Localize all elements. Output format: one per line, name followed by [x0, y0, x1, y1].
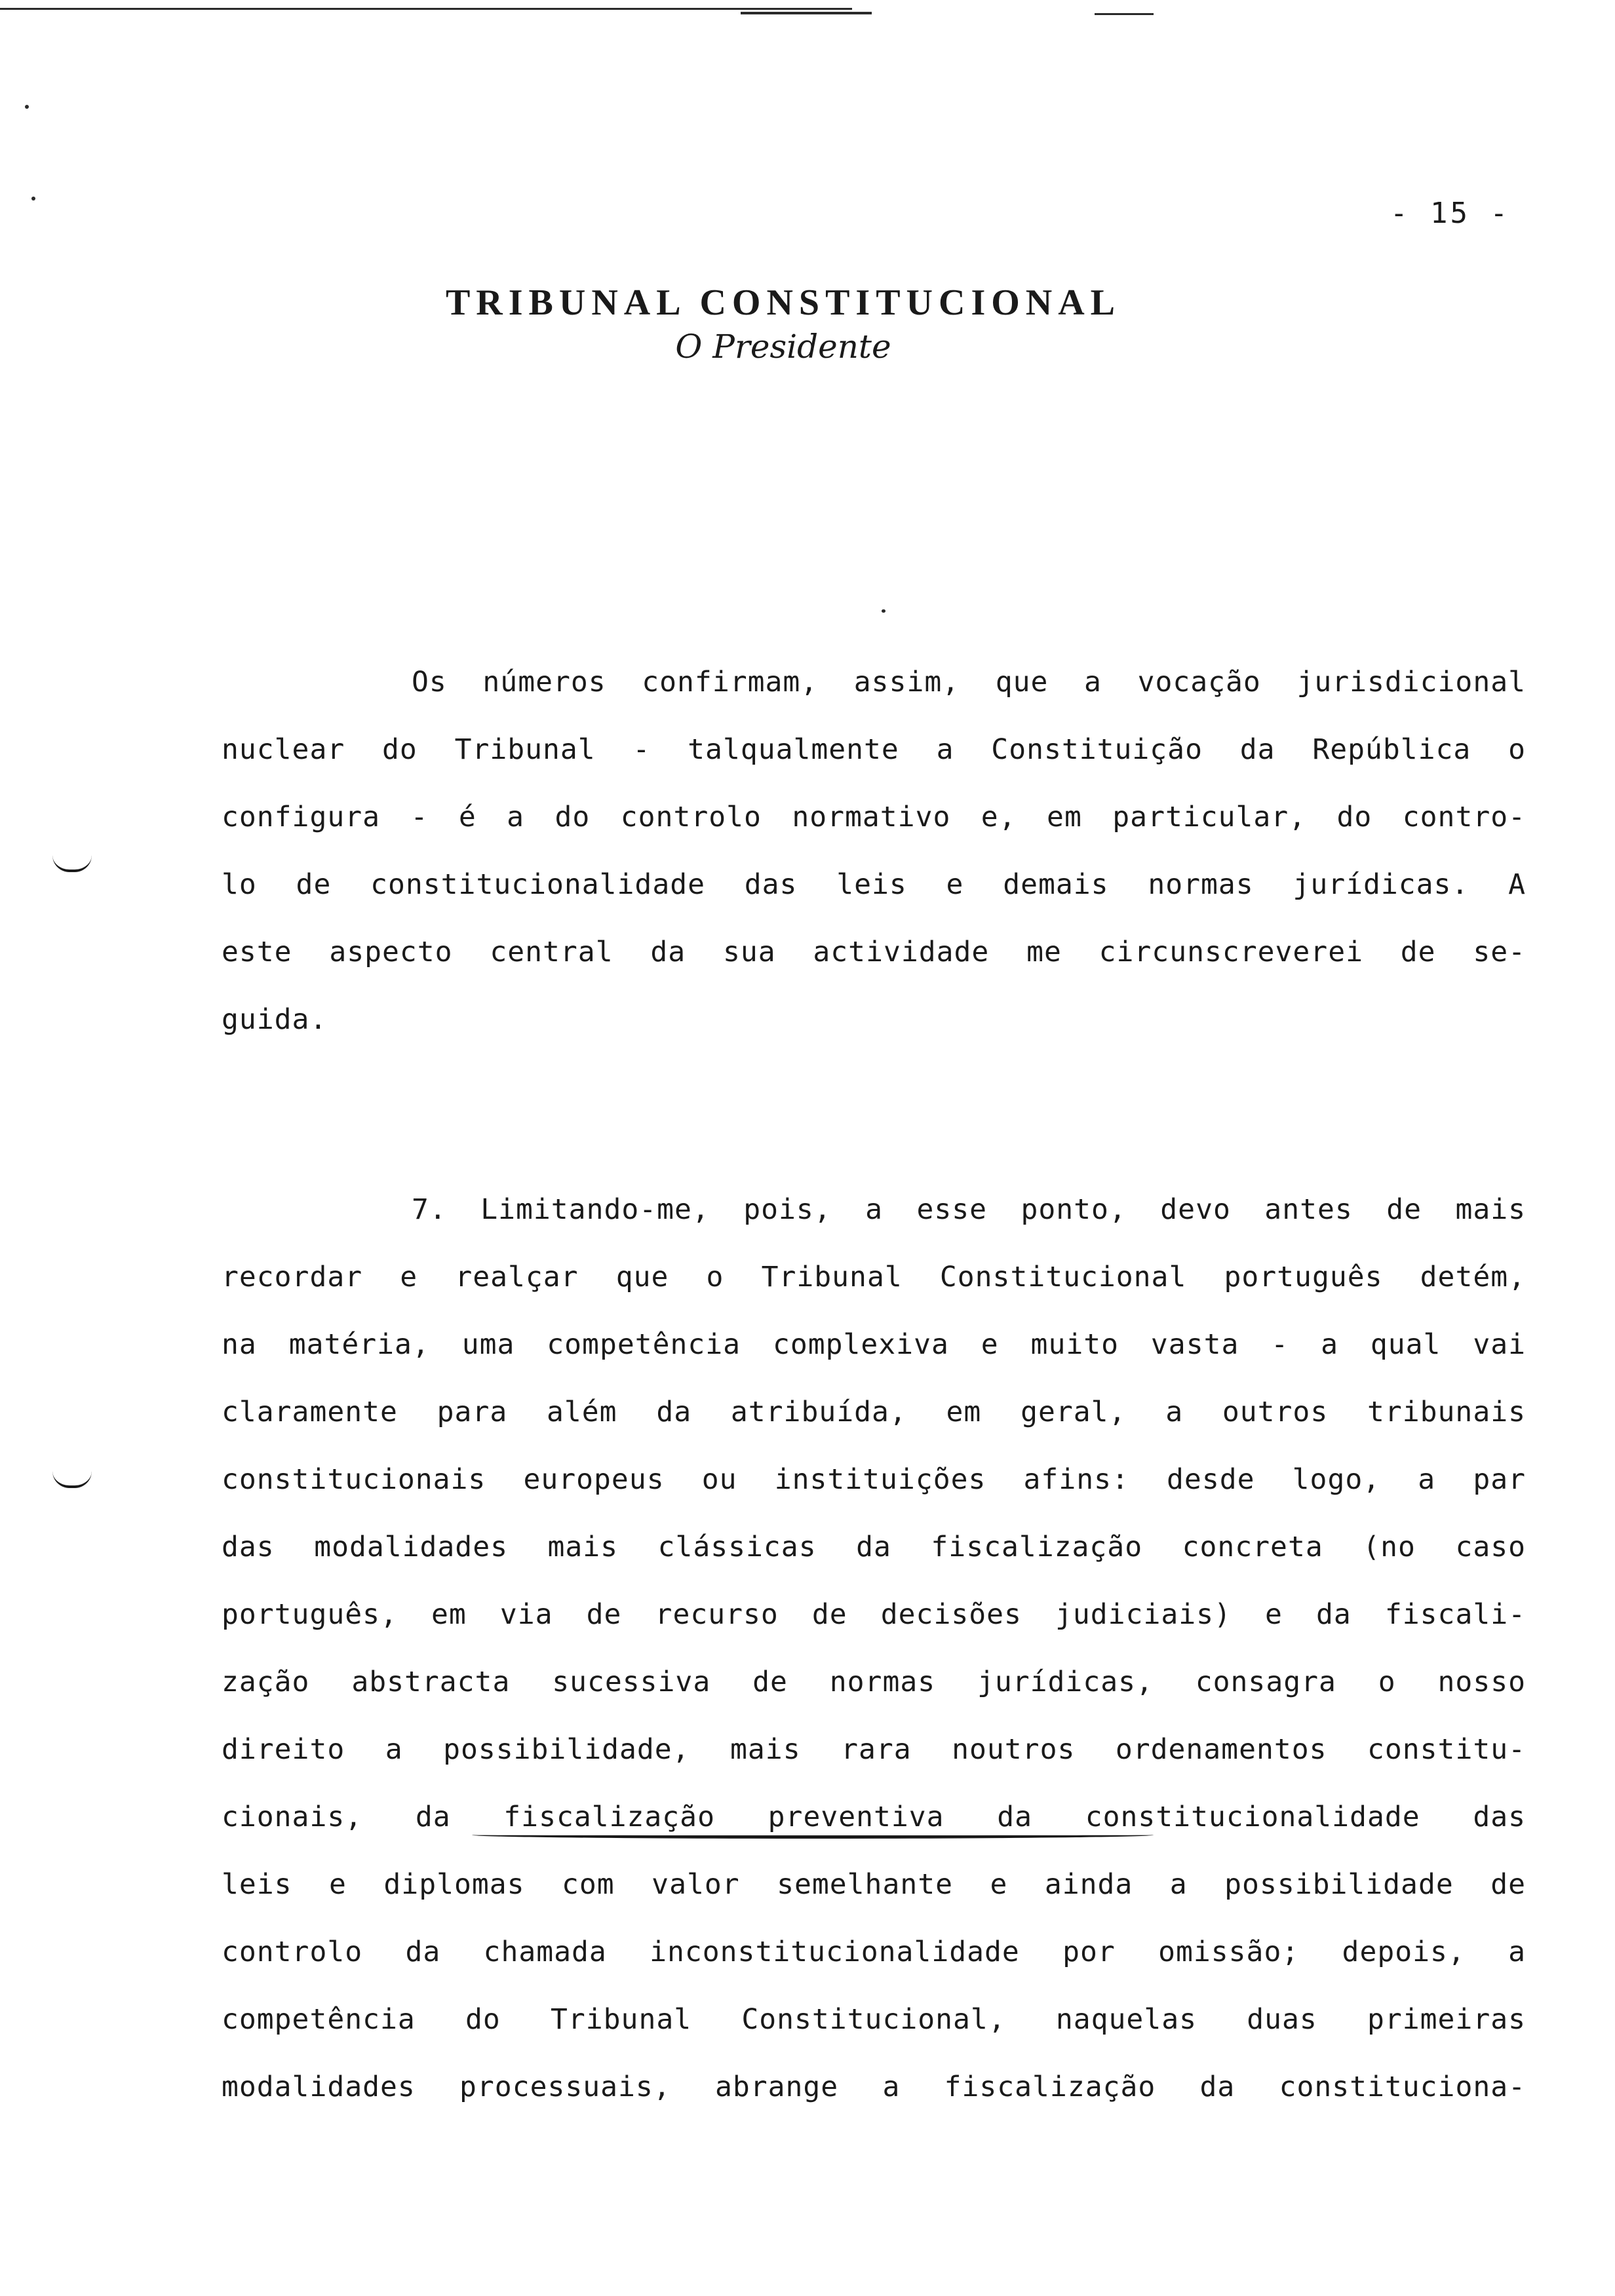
margin-mark-1: [52, 855, 92, 872]
text-line: nuclear do Tribunal - talqualmente a Constituição da República o: [222, 733, 1526, 766]
text-line: configura - é a do controlo normativo e, em particular, do contro-: [222, 801, 1526, 833]
text-line: constitucionais europeus ou instituições afins: desde logo, a par: [222, 1463, 1526, 1496]
handwritten-underline: [472, 1831, 1154, 1839]
margin-mark-2: [52, 1471, 92, 1488]
text-line: zação abstracta sucessiva de normas jurídicas, consagra o nosso: [222, 1666, 1526, 1698]
scan-dot-center: [882, 609, 885, 613]
scan-line-top-right: [1095, 13, 1154, 15]
text-line: das modalidades mais clássicas da fiscalização concreta (no caso: [222, 1531, 1526, 1563]
text-line: guida.: [222, 1003, 328, 1036]
paragraph-1: [222, 649, 1526, 1054]
page-number: - 15 -: [1390, 197, 1510, 230]
letterhead-subtitle: O Presidente: [675, 328, 891, 366]
paragraph-2: [222, 1176, 1526, 2121]
scan-dot-left-1: [25, 105, 29, 109]
text-line: controlo da chamada inconstitucionalidade por omissão; depois, a: [222, 1936, 1526, 1968]
scan-dot-left-2: [31, 197, 35, 201]
organization-name: TRIBUNAL CONSTITUCIONAL: [445, 282, 1121, 323]
scan-line-top-middle: [741, 12, 872, 14]
text-line: Os números confirmam, assim, que a vocação jurisdicional: [412, 666, 1526, 698]
text-line: cionais, da fiscalização preventiva da constitucionalidade das: [222, 1801, 1526, 1833]
text-line: recordar e realçar que o Tribunal Constitucional português detém,: [222, 1261, 1526, 1293]
text-line: 7. Limitando-me, pois, a esse ponto, devo antes de mais: [412, 1193, 1526, 1226]
text-line: leis e diplomas com valor semelhante e ainda a possibilidade de: [222, 1868, 1526, 1901]
text-line: este aspecto central da sua actividade me circunscreverei de se-: [222, 936, 1526, 968]
text-line: claramente para além da atribuída, em geral, a outros tribunais: [222, 1396, 1526, 1428]
text-line: direito a possibilidade, mais rara noutros ordenamentos constitu-: [222, 1733, 1526, 1766]
scan-line-top-left: [0, 8, 852, 10]
text-line: competência do Tribunal Constitucional, naquelas duas primeiras: [222, 2003, 1526, 2036]
letterhead: [0, 282, 1566, 366]
text-line: português, em via de recurso de decisões judiciais) e da fiscali-: [222, 1598, 1526, 1631]
text-line: lo de constitucionalidade das leis e demais normas jurídicas. A: [222, 868, 1526, 901]
text-line: na matéria, uma competência complexiva e muito vasta - a qual vai: [222, 1328, 1526, 1361]
text-line: modalidades processuais, abrange a fiscalização da constituciona-: [222, 2071, 1526, 2103]
